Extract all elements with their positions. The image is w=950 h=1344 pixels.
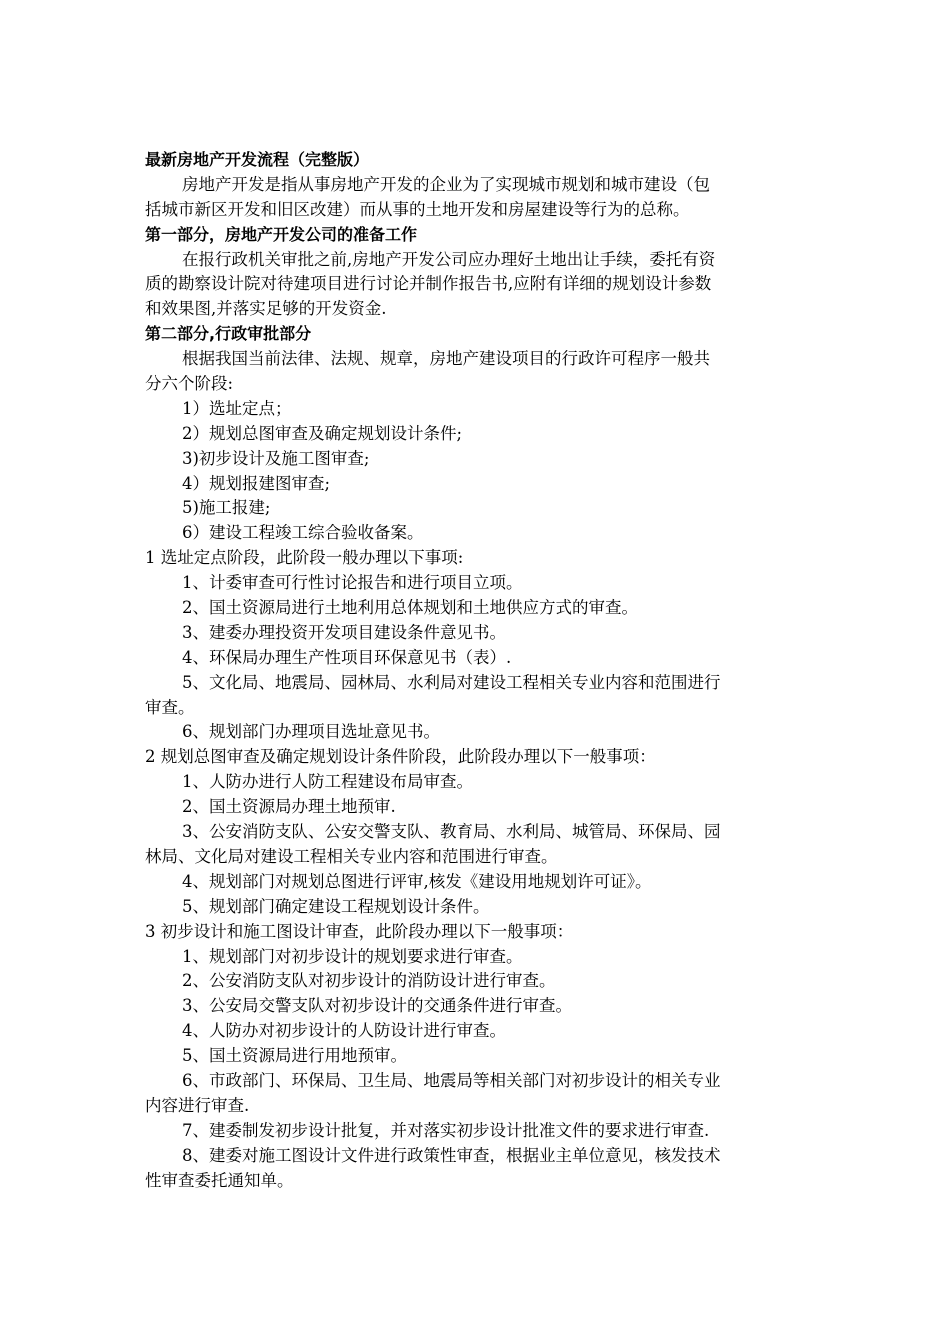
paragraph-line: 1、人防办进行人防工程建设布局审查。	[182, 772, 473, 792]
paragraph-line: 1、规划部门对初步设计的规划要求进行审查。	[182, 946, 523, 966]
paragraph-line: 4、人防办对初步设计的人防设计进行审查。	[182, 1021, 506, 1041]
paragraph-line: 房地产开发是指从事房地产开发的企业为了实现城市规划和城市建设（包	[182, 174, 710, 194]
paragraph-line: 性审查委托通知单。	[145, 1170, 294, 1190]
paragraph-line: 3、公安消防支队、公安交警支队、教育局、水利局、城管局、环保局、园	[182, 822, 721, 842]
paragraph-line: 1 选址定点阶段，此阶段一般办理以下事项:	[145, 548, 464, 568]
paragraph-line: 5、文化局、地震局、园林局、水利局对建设工程相关专业内容和范围进行	[182, 672, 721, 692]
paragraph-line: 2）规划总图审查及确定规划设计条件;	[182, 423, 463, 443]
paragraph-line: 内容进行审查.	[145, 1095, 250, 1115]
paragraph-line: 5、规划部门确定建设工程规划设计条件。	[182, 896, 490, 916]
section-heading: 第一部分，房地产开发公司的准备工作	[145, 224, 418, 244]
document-title: 最新房地产开发流程（完整版）	[145, 150, 370, 169]
paragraph-line: 5)施工报建;	[182, 498, 271, 518]
paragraph-line: 3 初步设计和施工图设计审查，此阶段办理以下一般事项：	[145, 921, 574, 941]
document-page	[145, 148, 810, 1193]
paragraph-line: 括城市新区开发和旧区改建）而从事的土地开发和房屋建设等行为的总称。	[145, 199, 690, 219]
paragraph-line: 2、国土资源局进行土地利用总体规划和土地供应方式的审查。	[182, 598, 638, 618]
paragraph-line: 3)初步设计及施工图审查;	[182, 448, 370, 468]
paragraph-line: 4、规划部门对规划总图进行评审,核发《建设用地规划许可证》。	[182, 871, 652, 891]
paragraph-line: 3、公安局交警支队对初步设计的交通条件进行审查。	[182, 996, 572, 1016]
paragraph-line: 质的勘察设计院对待建项目进行讨论并制作报告书,应附有详细的规划设计参数	[145, 274, 712, 294]
paragraph-line: 5、国土资源局进行用地预审。	[182, 1046, 407, 1066]
paragraph-line: 审查。	[145, 697, 195, 717]
paragraph-line: 4）规划报建图审查;	[182, 473, 331, 493]
document-body	[145, 173, 810, 1194]
paragraph-line: 在报行政机关审批之前,房地产开发公司应办理好土地出让手续，委托有资	[182, 249, 716, 269]
paragraph-line: 2、公安消防支队对初步设计的消防设计进行审查。	[182, 971, 556, 991]
paragraph-line: 根据我国当前法律、法规、规章，房地产建设项目的行政许可程序一般共	[182, 349, 710, 369]
paragraph-line: 2、国土资源局办理土地预审.	[182, 797, 396, 817]
paragraph-line: 和效果图,并落实足够的开发资金.	[145, 299, 387, 319]
section-heading: 第二部分,行政审批部分	[145, 324, 312, 344]
paragraph-line: 6）建设工程竣工综合验收备案。	[182, 523, 424, 543]
paragraph-line: 分六个阶段:	[145, 374, 234, 394]
paragraph-line: 6、市政部门、环保局、卫生局、地震局等相关部门对初步设计的相关专业	[182, 1070, 721, 1090]
paragraph-line: 7、建委制发初步设计批复，并对落实初步设计批准文件的要求进行审查.	[182, 1120, 710, 1140]
paragraph-line: 8、建委对施工图设计文件进行政策性审查，根据业主单位意见，核发技术	[182, 1145, 721, 1165]
paragraph-line: 6、规划部门办理项目选址意见书。	[182, 722, 440, 742]
paragraph-line: 1、计委审查可行性讨论报告和进行项目立项。	[182, 573, 523, 593]
paragraph-line: 4、环保局办理生产性项目环保意见书（表）.	[182, 647, 512, 667]
paragraph-line: 1）选址定点；	[182, 398, 292, 418]
paragraph-line: 2 规划总图审查及确定规划设计条件阶段，此阶段办理以下一般事项：	[145, 747, 656, 767]
paragraph-line: 林局、文化局对建设工程相关专业内容和范围进行审查。	[145, 846, 558, 866]
paragraph-line: 3、建委办理投资开发项目建设条件意见书。	[182, 622, 506, 642]
